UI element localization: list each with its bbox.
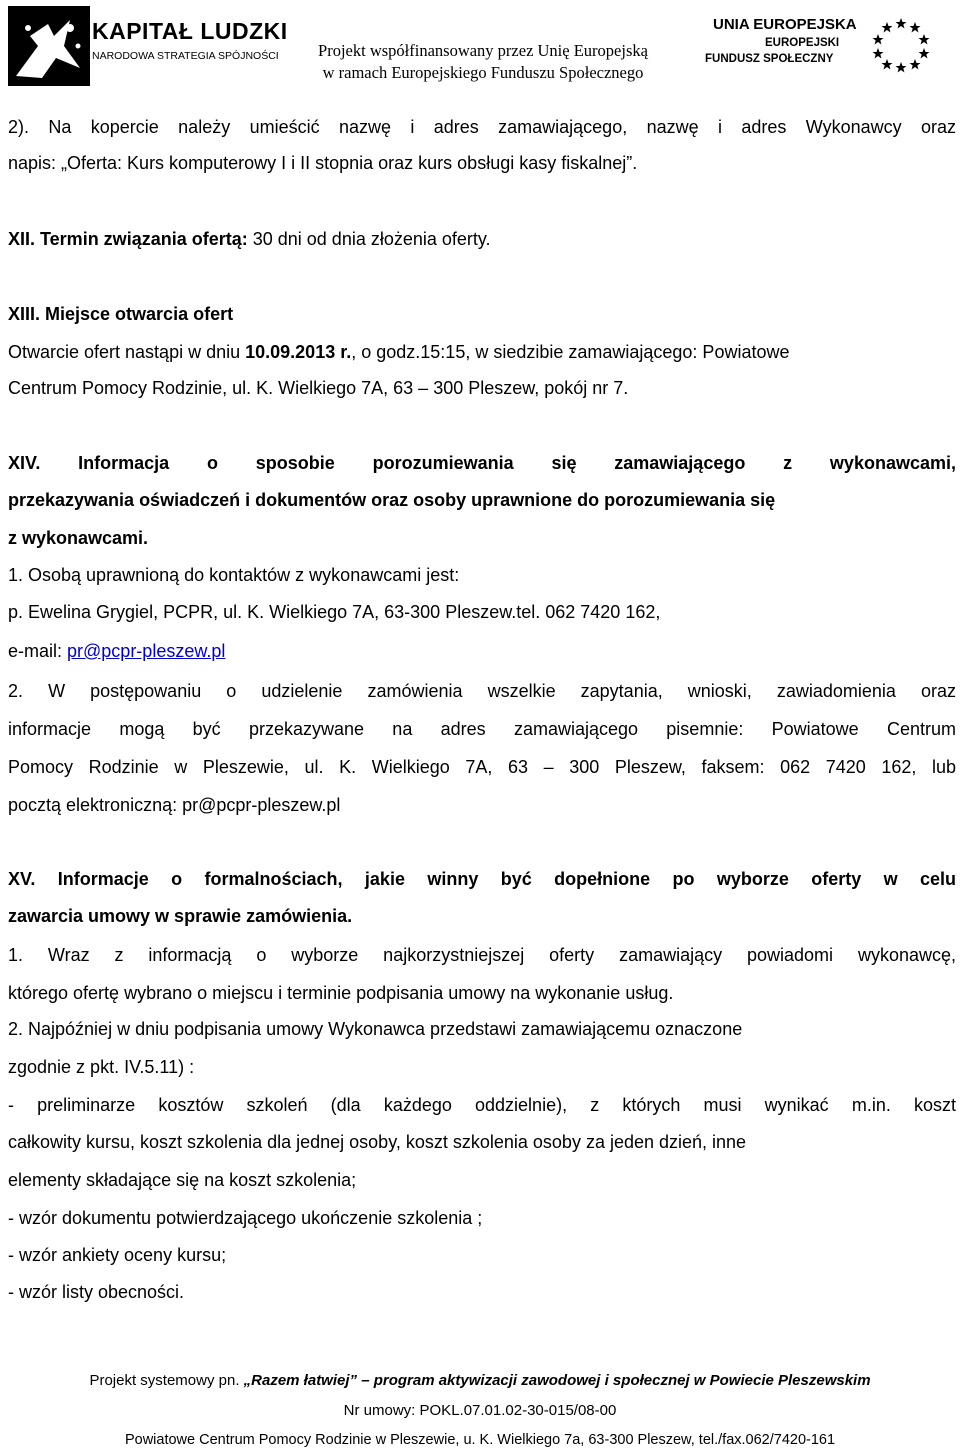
envelope-paragraph-line-2: napis: „Oferta: Kurs komputerowy I i II stopnia oraz kurs obsługi kasy fiskalnej”.	[8, 153, 638, 173]
section-xiv-heading-line-1: XIV. Informacja o sposobie porozumiewania się zamawiającego z wykonawcami,	[8, 453, 956, 473]
section-xiii-text-c: , o godz.15:15, w siedzibie zamawiającego: Powiatowe	[351, 342, 790, 362]
section-xii	[8, 228, 491, 250]
eu-logo-line-2: EUROPEJSKI	[765, 37, 840, 49]
section-xiii-line-1	[8, 341, 789, 363]
email-link[interactable]: pr@pcpr-pleszew.pl	[67, 641, 226, 661]
footer-project-label: Projekt systemowy pn.	[89, 1372, 244, 1389]
opening-date: 10.09.2013 r.	[245, 342, 352, 362]
section-xv-item-2-line-1: 2. Najpóźniej w dniu podpisania umowy Wykonawca przedstawi zamawiającemu oznaczone	[8, 1019, 743, 1039]
section-xv-heading-line-2: zawarcia umowy w sprawie zamówienia.	[8, 906, 353, 926]
kapital-ludzki-logo	[8, 6, 288, 86]
eu-logo-line-3: FUNDUSZ SPOŁECZNY	[705, 53, 834, 65]
eu-stars-icon	[867, 14, 935, 74]
section-xiv-item-2-line-4: pocztą elektroniczną: pr@pcpr-pleszew.pl	[8, 795, 341, 815]
section-xv-item-2-line-2: zgodnie z pkt. IV.5.11) :	[8, 1057, 195, 1077]
section-xiv-item-1: 1. Osobą uprawnioną do kontaktów z wykonawcami jest:	[8, 565, 460, 585]
footer-address: Powiatowe Centrum Pomocy Rodzinie w Pleszewie, u. K. Wielkiego 7a, 63-300 Pleszew, tel./fax.062/7420-161	[124, 1432, 836, 1448]
section-xiv-item-2-line-2: informacje mogą być przekazywane na adres zamawiającego pisemnie: Powiatowe Centrum	[8, 719, 956, 739]
requirement-1-line-3: elementy składające się na koszt szkolenia;	[8, 1170, 357, 1190]
section-xiii-heading: XIII. Miejsce otwarcia ofert	[8, 304, 234, 324]
header-line-1: Projekt współfinansowany przez Unię Europejską	[318, 41, 648, 60]
section-xv-item-1-line-2: którego ofertę wybrano o miejscu i terminie podpisania umowy na wykonanie usług.	[8, 983, 674, 1003]
requirement-1-line-1: - preliminarze kosztów szkoleń (dla każdego oddzielnie), z których musi wynikać m.in. koszt	[8, 1095, 956, 1115]
header-line-2: w ramach Europejskiego Funduszu Społecznego	[322, 63, 644, 82]
logo-title: KAPITAŁ LUDZKI	[92, 18, 288, 44]
section-xv-heading-line-1: XV. Informacje o formalnościach, jakie winny być dopełnione po wyborze oferty w celu	[8, 869, 956, 889]
requirement-3: - wzór ankiety oceny kursu;	[8, 1245, 227, 1265]
footer-project-name: „Razem łatwiej” – program aktywizacji zawodowej i społecznej w Powiecie Pleszewskim	[243, 1372, 871, 1389]
requirement-2: - wzór dokumentu potwierdzającego ukończenie szkolenia ;	[8, 1208, 483, 1228]
eu-logo	[705, 10, 955, 82]
header-cofinancing-text	[280, 40, 686, 84]
section-xiv-item-2-line-3: Pomocy Rodzinie w Pleszewie, ul. K. Wielkiego 7A, 63 – 300 Pleszew, faksem: 062 7420 162, lub	[8, 757, 956, 777]
email-label: e-mail:	[8, 641, 68, 661]
section-xii-text: 30 dni od dnia złożenia oferty.	[247, 229, 491, 249]
requirement-1-line-2: całkowity kursu, koszt szkolenia dla jednej osoby, koszt szkolenia osoby za jeden dzień, inne	[8, 1132, 747, 1152]
requirement-4: - wzór listy obecności.	[8, 1282, 185, 1302]
eu-logo-line-1: UNIA EUROPEJSKA	[713, 16, 857, 33]
section-xiv-item-2-line-1: 2. W postępowaniu o udzielenie zamówienia wszelkie zapytania, wnioski, zawiadomienia oraz	[8, 681, 956, 701]
section-xiii-text-a: Otwarcie ofert nastąpi w dniu	[8, 342, 246, 362]
section-xv-item-1-line-1: 1. Wraz z informacją o wyborze najkorzystniejszej oferty zamawiający powiadomi wykonawcę,	[8, 945, 956, 965]
section-xiv-heading-line-3: z wykonawcami.	[8, 528, 149, 548]
section-xii-heading: XII. Termin związania ofertą:	[8, 229, 248, 249]
logo-subtitle: NARODOWA STRATEGIA SPÓJNOŚCI	[92, 50, 279, 62]
footer-contract-number: Nr umowy: POKL.07.01.02-30-015/08-00	[343, 1402, 617, 1419]
envelope-paragraph-line-1: 2). Na kopercie należy umieścić nazwę i adres zamawiającego, nazwę i adres Wykonawcy oraz	[8, 117, 956, 137]
section-xiii-line-2: Centrum Pomocy Rodzinie, ul. K. Wielkiego 7A, 63 – 300 Pleszew, pokój nr 7.	[8, 378, 629, 398]
contact-person: p. Ewelina Grygiel, PCPR, ul. K. Wielkiego 7A, 63-300 Pleszew.tel. 062 7420 162,	[8, 602, 661, 622]
kapital-ludzki-emblem-icon	[8, 6, 90, 86]
contact-email-line	[8, 640, 225, 662]
footer-project-line	[0, 1372, 960, 1389]
section-xiv-heading-line-2: przekazywania oświadczeń i dokumentów oraz osoby uprawnione do porozumiewania się	[8, 490, 776, 510]
